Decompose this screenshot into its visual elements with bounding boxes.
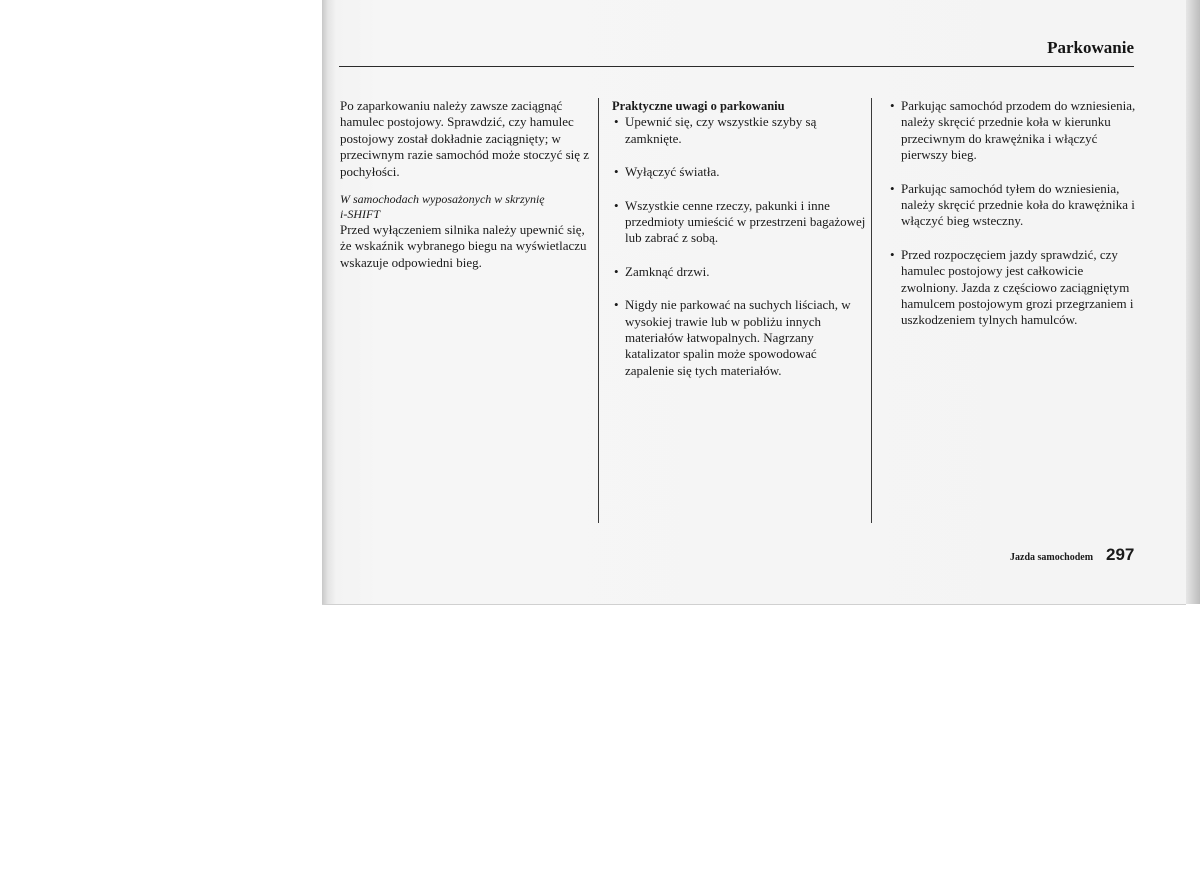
column-2 xyxy=(612,98,866,396)
footer-section-label: Jazda samochodem xyxy=(1010,552,1094,563)
list-item: • Parkując samochód tyłem do wzniesienia, należy skręcić przednie koła do krawężnika i włączyć bieg wsteczny. xyxy=(888,181,1138,230)
slope-tips-list xyxy=(888,98,1138,329)
list-item: • Przed rozpoczęciem jazdy sprawdzić, czy hamulec postojowy jest całkowicie zwolniony. Jazda z częściowo zaciągniętym hamulcem postojowym grozi przegrzaniem i uszkodzeniem tylnych hamulców. xyxy=(888,247,1138,329)
ishift-subheading-line2: i-SHIFT xyxy=(340,207,380,222)
column-divider-2 xyxy=(871,98,872,523)
column-3 xyxy=(888,98,1138,346)
ishift-subheading xyxy=(340,192,592,222)
practical-tips-list xyxy=(612,114,866,379)
list-item: • Nigdy nie parkować na suchych liściach, w wysokiej trawie lub w pobliżu innych materiałów łatwopalnych. Nagrzany katalizator spalin może spowodować zapalenie się tych materiałów. xyxy=(612,297,866,379)
ishift-subheading-line1: W samochodach wyposażonych w skrzynię xyxy=(340,192,545,207)
list-item: • Parkując samochód przodem do wzniesienia, należy skręcić przednie koła w kierunku przeciwnym do krawężnika i włączyć pierwszy bieg. xyxy=(888,98,1138,164)
list-item: • Upewnić się, czy wszystkie szyby są zamknięte. xyxy=(612,114,866,147)
header-divider xyxy=(339,66,1134,67)
page-edge xyxy=(1186,0,1200,604)
column-1 xyxy=(340,98,592,283)
column-divider-1 xyxy=(598,98,599,523)
page-number: 297 xyxy=(1106,545,1135,564)
practical-tips-heading: Praktyczne uwagi o parkowaniu xyxy=(612,99,785,113)
ishift-paragraph: Przed wyłączeniem silnika należy upewnić się, że wskaźnik wybranego biegu na wyświetlaczu wskazuje odpowiedni bieg. xyxy=(340,222,587,270)
page-title: Parkowanie xyxy=(1047,38,1134,57)
list-item: • Zamknąć drzwi. xyxy=(612,264,866,280)
list-item: • Wszystkie cenne rzeczy, pakunki i inne przedmioty umieścić w przestrzeni bagażowej lub zabrać z sobą. xyxy=(612,198,866,247)
list-item: • Wyłączyć światła. xyxy=(612,164,866,180)
parking-brake-paragraph: Po zaparkowaniu należy zawsze zaciągnąć hamulec postojowy. Sprawdzić, czy hamulec postojowy został dokładnie zaciągnięty; w przeciwnym razie samochód może stoczyć się z pochyłości. xyxy=(340,98,590,179)
